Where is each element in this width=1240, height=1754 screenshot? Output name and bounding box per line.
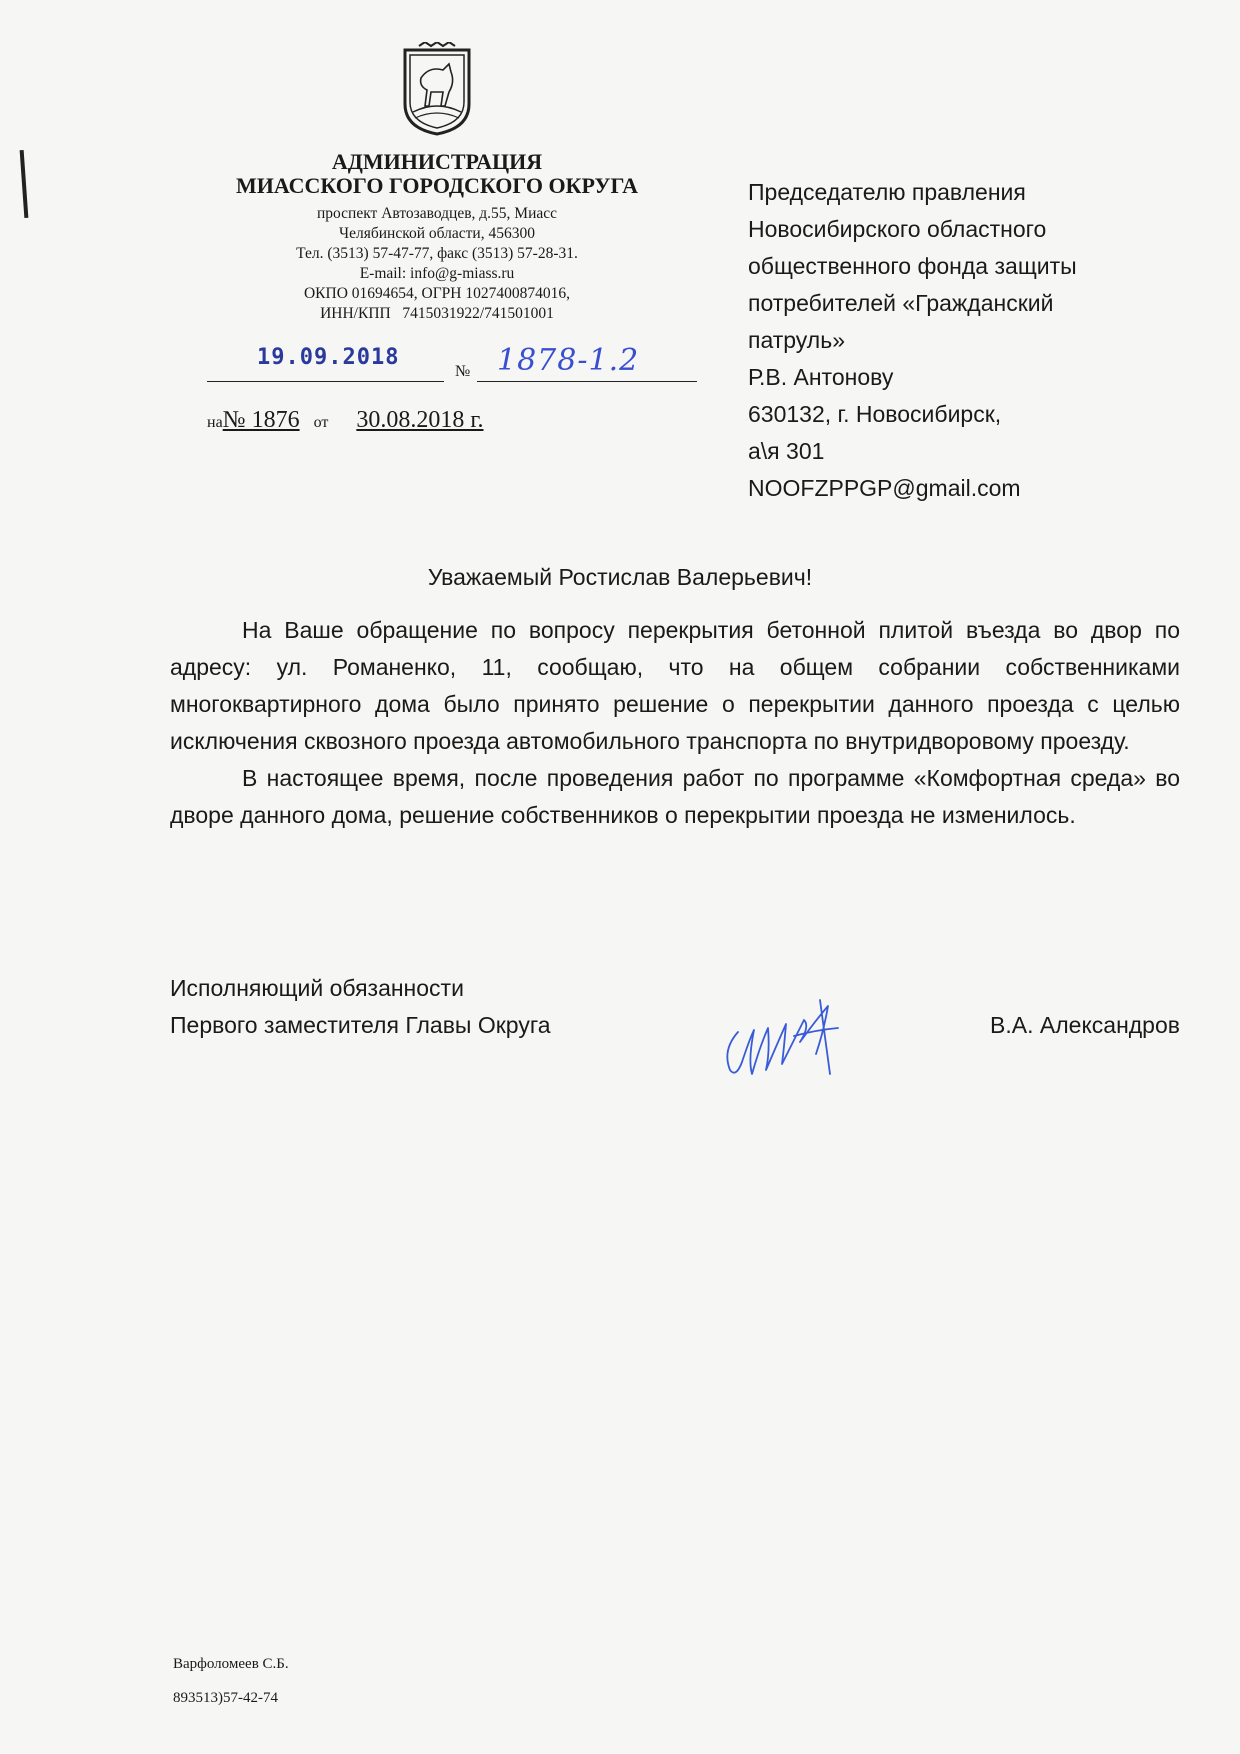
executor-phone: 893513)57-42-74 — [173, 1690, 278, 1706]
org-okpo-line: ОКПО 01694654, ОГРН 1027400874016, — [303, 285, 570, 302]
registration-number-line — [477, 381, 697, 382]
addressee-line: Р.В. Антонову — [748, 364, 894, 390]
addressee-line: Председателю правления — [748, 179, 1026, 205]
org-inn-line: ИНН/КПП 7415031922/741501001 — [320, 305, 554, 322]
registration-date-stamp: 19.09.2018 — [257, 345, 400, 370]
executor-block — [173, 1647, 289, 1715]
coat-of-arms-icon — [399, 42, 475, 136]
org-address-line2: Челябинской области, 456300 — [339, 225, 535, 242]
organization-header — [196, 150, 678, 324]
addressee-line: 630132, г. Новосибирск, — [748, 401, 1002, 427]
reference-from-label: от — [313, 414, 329, 431]
body-paragraph-2: В настоящее время, после проведения работ по программе «Комфортная среда» во дворе данного дома, решение собственников о перекрытии проезда не изменилось. — [170, 765, 1180, 828]
addressee-line: потребителей «Гражданский — [748, 290, 1054, 316]
letter-body — [170, 612, 1180, 834]
registration-date-line — [207, 381, 444, 382]
addressee-email: NOOFZPPGP@gmail.com — [748, 475, 1021, 501]
registration-number-label: № — [455, 363, 471, 380]
signer-position-line1: Исполняющий обязанности — [170, 975, 464, 1001]
registration-row — [207, 345, 697, 385]
org-title-line2: МИАССКОГО ГОРОДСКОГО ОКРУГА — [235, 173, 639, 198]
handwritten-signature — [720, 990, 860, 1090]
reference-number: № 1876 — [222, 407, 300, 433]
margin-mark — [20, 150, 29, 218]
reference-date: 30.08.2018 г. — [356, 407, 484, 433]
signature-block — [170, 970, 1180, 1044]
org-email-line: E-mail: info@g-miass.ru — [359, 265, 515, 282]
org-address-line1: проспект Автозаводцев, д.55, Миасс — [316, 205, 558, 222]
signer-position-line2: Первого заместителя Главы Округа — [170, 1012, 551, 1038]
addressee-line: а\я 301 — [748, 438, 825, 464]
addressee-line: патруль» — [748, 327, 845, 353]
greeting: Уважаемый Ростислав Валерьевич! — [427, 564, 813, 590]
org-title-line1: АДМИНИСТРАЦИЯ — [331, 149, 543, 174]
registration-number: 1878-1.2 — [497, 343, 640, 378]
body-paragraph-1: На Ваше обращение по вопросу перекрытия бетонной плитой въезда во двор по адресу: ул. Романенко, 11, сообщаю, что на общем собрании собственниками многоквартирного дома было принято решение о перекрытии данного проезда с целью исключения сквозного проезда автомобильного транспорта по внутридворовому проезду. — [170, 617, 1180, 754]
org-phone-line: Тел. (3513) 57-47-77, факс (3513) 57-28-31. — [296, 245, 578, 262]
reference-row — [207, 407, 484, 434]
executor-name: Варфоломеев С.Б. — [173, 1656, 289, 1672]
reference-prefix: на — [207, 414, 223, 431]
addressee-line: общественного фонда защиты — [748, 253, 1077, 279]
addressee-block — [748, 174, 1168, 507]
signer-name: В.А. Александров — [990, 1012, 1180, 1038]
addressee-line: Новосибирского областного — [748, 216, 1047, 242]
